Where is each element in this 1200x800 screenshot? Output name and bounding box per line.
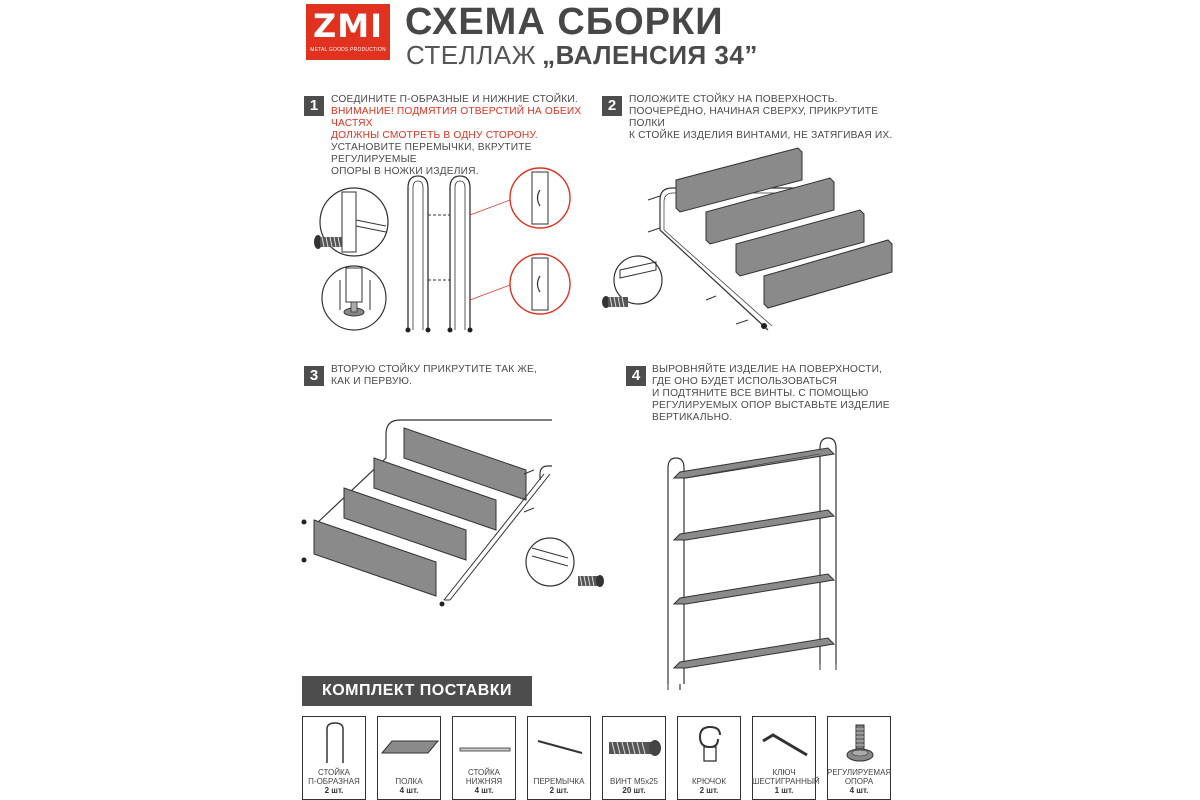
kit-label-line: ПОЛКА [395,777,423,786]
kit-label-line: ПЕРЕМЫЧКА [533,777,585,786]
step-1-illustration [300,160,590,340]
step-1-line: ОПОРЫ В НОЖКИ ИЗДЕЛИЯ. [331,166,479,177]
step-3-line: ВТОРУЮ СТОЙКУ ПРИКРУТИТЕ ТАК ЖЕ, [331,364,538,375]
screw-icon [578,575,604,587]
step-2-number: 2 [602,96,622,116]
step-2-text [629,94,909,142]
kit-qty: 4 шт. [399,786,419,795]
step-4-line: РЕГУЛИРУЕМЫХ ОПОР ВЫСТАВЬТЕ ИЗДЕЛИЕ [652,400,890,411]
step-3-line: КАК И ПЕРВУЮ. [331,376,413,387]
shelf-panel [674,510,834,540]
kit-label-line: КРЮЧОК [691,777,727,786]
kit-label [827,768,891,795]
tube-icon [459,747,511,753]
kit-qty: 2 шт. [324,786,344,795]
kit-qty: 2 шт. [549,786,569,795]
shelf-panel [674,574,834,604]
step-3-text [331,364,571,388]
kit-label [677,777,741,795]
step-4-line: И ПОДТЯНИТЕ ВСЕ ВИНТЫ. С ПОМОЩЬЮ [652,388,869,399]
kit-label [752,768,820,795]
screw-icon [314,235,342,249]
kit-label-line: НИЖНЯЯ [465,777,503,786]
kit-label-line: КЛЮЧ [772,768,796,777]
page-title: СХЕМА СБОРКИ [405,1,724,43]
kit-label [452,768,516,795]
screw-icon [602,296,628,308]
adjustable-foot-icon [844,723,876,767]
kit-title: КОМПЛЕКТ ПОСТАВКИ [302,676,532,706]
kit-qty: 1 шт. [774,786,794,795]
step-4-line: ГДЕ ОНО БУДЕТ ИСПОЛЬЗОВАТЬСЯ [652,376,838,387]
logo-mark: ZMI [313,7,383,45]
detail-circle-screw [526,538,574,586]
step-4-line: ВЕРТИКАЛЬНО. [652,412,733,423]
step-1-line: СОЕДИНИТЕ П-ОБРАЗНЫЕ И НИЖНИЕ СТОЙКИ. [331,94,578,105]
step-4-number: 4 [626,366,646,386]
detail-circle-hole-top [510,168,570,228]
page-subtitle [406,40,758,70]
step-1-number: 1 [304,96,324,116]
step-2-line: ПОЛОЖИТЕ СТОЙКУ НА ПОВЕРХНОСТЬ. [629,94,838,105]
crossbar-icon [536,737,584,757]
step-3-number: 3 [304,366,324,386]
kit-label [602,777,666,795]
detail-circle-hole-bottom [510,254,570,314]
detail-circle-screw [614,256,662,304]
step-1-line: УСТАНОВИТЕ ПЕРЕМЫЧКИ, ВКРУТИТЕ РЕГУЛИРУЕМЫЕ [331,142,532,165]
kit-label-line: СТОЙКА [317,768,350,777]
hook-icon [694,721,726,765]
step-4-illustration [660,434,850,692]
kit-label-line: ВИНТ М5х25 [610,777,658,786]
kit-label-line: ШЕСТИГРАННЫЙ [752,777,820,786]
kit-label [302,768,366,795]
subtitle-model: „ВАЛЕНСИЯ 34” [542,40,758,70]
kit-label [377,777,441,795]
u-upright-icon [321,721,349,765]
logo-tagline: METAL GOODS PRODUCTION [310,47,386,53]
step-2-line: К СТОЙКЕ ИЗДЕЛИЯ ВИНТАМИ, НЕ ЗАТЯГИВАЯ ИХ. [629,130,893,141]
kit-label-line: П-ОБРАЗНАЯ [308,777,360,786]
kit-qty: 2 шт. [699,786,719,795]
detail-circle-foot [322,266,386,330]
step-1-warning-line: ВНИМАНИЕ! ПОДМЯТИЯ ОТВЕРСТИЙ НА ОБЕИХ ЧАСТЯХ [331,106,582,129]
step-2-line: ПООЧЕРЁДНО, НАЧИНАЯ СВЕРХУ, ПРИКРУТИТЕ ПОЛКИ [629,106,879,129]
step-1-warning-line: ДОЛЖНЫ СМОТРЕТЬ В ОДНУ СТОРОНУ. [331,130,538,141]
kit-qty: 20 шт. [622,786,646,795]
shelf-panel [674,638,834,668]
kit-qty: 4 шт. [474,786,494,795]
brand-logo [306,4,390,60]
step-3-illustration [296,414,616,614]
screw-icon [607,739,663,757]
hex-key-icon [759,731,811,761]
kit-label-line: ОПОРА [844,777,874,786]
step-4-line: ВЫРОВНЯЙТЕ ИЗДЕЛИЕ НА ПОВЕРХНОСТИ, [652,364,883,375]
kit-qty: 4 шт. [849,786,869,795]
shelf-panel [674,448,834,478]
kit-label-line: РЕГУЛИРУЕМАЯ [827,768,892,777]
shelf-icon [380,739,440,755]
step-2-illustration [598,140,898,335]
step-4-text [652,364,892,424]
subtitle-prefix: СТЕЛЛАЖ [406,40,537,70]
kit-label-line: СТОЙКА [467,768,500,777]
kit-label [527,777,591,795]
